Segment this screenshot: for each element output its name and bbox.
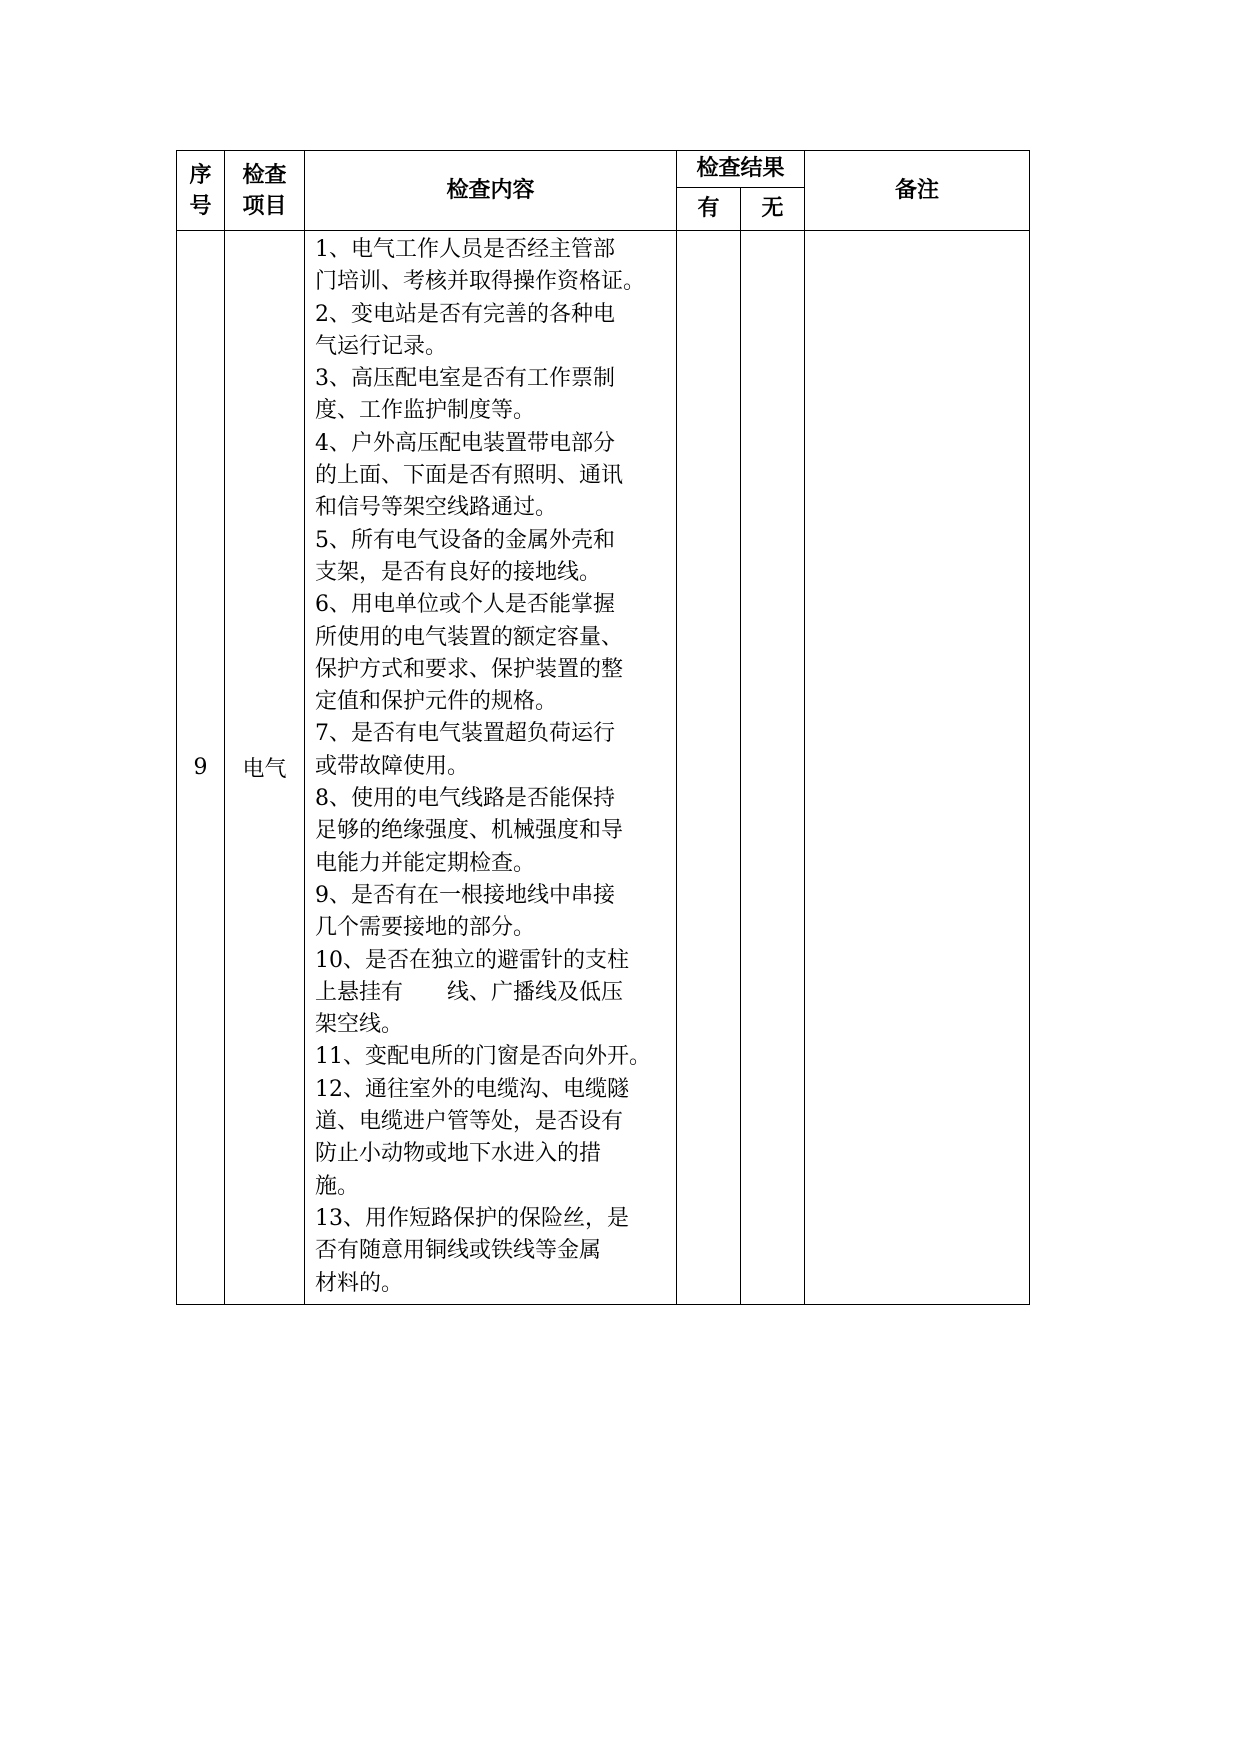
header-seq-line2: 号 [189,193,212,219]
header-remarks: 备注 [805,151,1030,231]
content-item-7: 7、是否有电气装置超负荷运行 或带故障使用。 [315,721,615,779]
content-item-8: 8、使用的电气线路是否能保持 足够的绝缘强度、机械强度和导 电能力并能定期检查。 [315,786,624,876]
header-content: 检查内容 [305,151,677,231]
header-result-no: 无 [741,188,805,231]
row-result-yes[interactable] [677,231,741,1305]
content-item-5: 5、所有电气设备的金属外壳和 支架，是否有良好的接地线。 [315,527,615,585]
content-item-10: 10、是否在独立的避雷针的支柱 上悬挂有 线、广播线及低压 架空线。 [315,947,629,1038]
row-seq: 9 [177,231,225,1305]
header-item-line1: 检查 [242,162,287,188]
content-item-4: 4、户外高压配电装置带电部分 的上面、下面是否有照明、通讯 和信号等架空线路通过。 [315,430,624,521]
content-item-1: 1、电气工作人员是否经主管部 门培训、考核并取得操作资格证。 [315,237,646,295]
header-result-yes: 有 [677,188,741,231]
header-result: 检查结果 [677,151,805,188]
inspection-table [176,150,1030,1305]
row-item: 电气 [225,231,305,1305]
row-result-no[interactable] [741,231,805,1305]
header-item [225,151,305,231]
table-row [177,231,1030,1305]
header-seq-line1: 序 [189,162,212,188]
inspection-sheet [176,150,1029,1305]
header-row-top [177,151,1030,188]
content-item-3: 3、高压配电室是否有工作票制 度、工作监护制度等。 [315,366,615,424]
content-item-12: 12、通往室外的电缆沟、电缆隧 道、电缆进户管等处，是否设有 防止小动物或地下水进入的措 施。 [315,1076,629,1199]
content-item-9: 9、是否有在一根接地线中串接 几个需要接地的部分。 [315,882,615,941]
header-item-line2: 项目 [242,193,287,219]
content-item-13: 13、用作短路保护的保险丝，是 否有随意用铜线或铁线等金属 材料的。 [315,1205,629,1296]
content-item-11: 11、变配电所的门窗是否向外开。 [315,1044,651,1070]
row-remarks[interactable] [805,231,1030,1305]
content-item-6: 6、用电单位或个人是否能掌握 所使用的电气装置的额定容量、 保护方式和要求、保护装置的整 定值和保护元件的规格。 [315,592,624,715]
content-item-2: 2、变电站是否有完善的各种电 气运行记录。 [315,301,615,359]
header-seq [177,151,225,231]
row-content [305,231,677,1305]
